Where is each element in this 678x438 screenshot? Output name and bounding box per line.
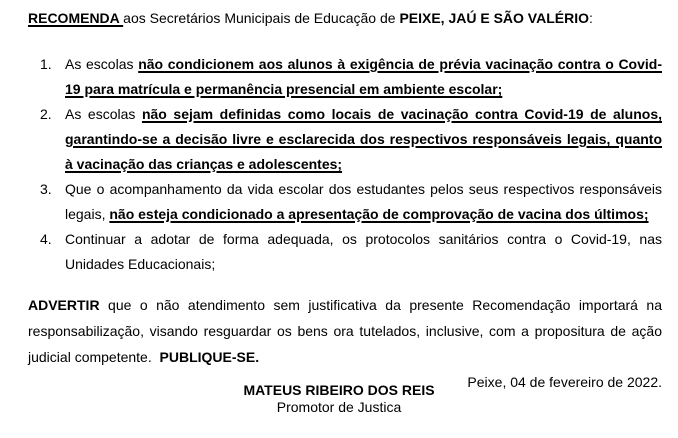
date-line: Peixe, 04 de fevereiro de 2022. — [467, 369, 662, 395]
text-segment: Que o acompanhamento da vida escolar dos estudantes pelos seus respectivos responsáveis legais, — [65, 181, 662, 222]
text-segment: aos Secretários Municipais de Educação de — [123, 10, 400, 26]
list-item — [40, 102, 662, 177]
text-segment: não condicionem aos alunos à exigência de prévia vacinação contra o Covid- 19 para matrícula e permanência presencial em ambiente escolar; — [65, 56, 662, 97]
list-item-number: 1. — [40, 56, 52, 72]
closing-paragraph — [28, 292, 662, 370]
text-segment: PUBLIQUE-SE. — [159, 349, 260, 365]
list-item-text — [65, 227, 662, 277]
recommendation-heading — [0, 0, 678, 28]
recommendation-list — [40, 52, 662, 277]
text-segment: Continuar a adotar de forma adequada, os protocolos sanitários contra o Covid-19, nas Unidades Educacionais; — [65, 231, 662, 272]
list-item-number: 2. — [40, 106, 52, 122]
text-segment: As escolas — [65, 56, 139, 72]
signatory-title: Promotor de Justica — [276, 399, 402, 415]
list-item-text — [65, 102, 662, 177]
text-segment: ADVERTIR — [28, 297, 100, 313]
text-segment: não esteja condicionado a apresentação de comprovação de vacina dos últimos; — [109, 206, 649, 222]
list-item-number: 3. — [40, 181, 52, 197]
text-segment: que o não atendimento sem justificativa da presente Recomendação importará na responsabilização, visando resguardar os bens ora tutelados, inclusive, com a propositura de ação judicial competente. — [28, 297, 662, 365]
text-segment: As escolas — [65, 106, 142, 122]
text-segment: não sejam definidas como locais de vacinação contra Covid-19 de alunos, garantindo-se a decisão livre e esclarecida dos respectivos responsáveis legais, quanto à vacinação das crianças e adolescentes; — [65, 106, 662, 172]
list-item — [40, 227, 662, 277]
list-item — [40, 177, 662, 227]
text-segment: RECOMENDA — [28, 10, 124, 26]
list-item — [40, 52, 662, 102]
list-item-text — [65, 177, 662, 227]
list-item-number: 4. — [40, 231, 52, 247]
signatory-name: MATEUS RIBEIRO DOS REIS — [243, 382, 435, 398]
list-item-text — [65, 52, 662, 102]
text-segment: : — [589, 10, 593, 26]
text-segment: PEIXE, JAÚ E SÃO VALÉRIO — [399, 10, 589, 26]
